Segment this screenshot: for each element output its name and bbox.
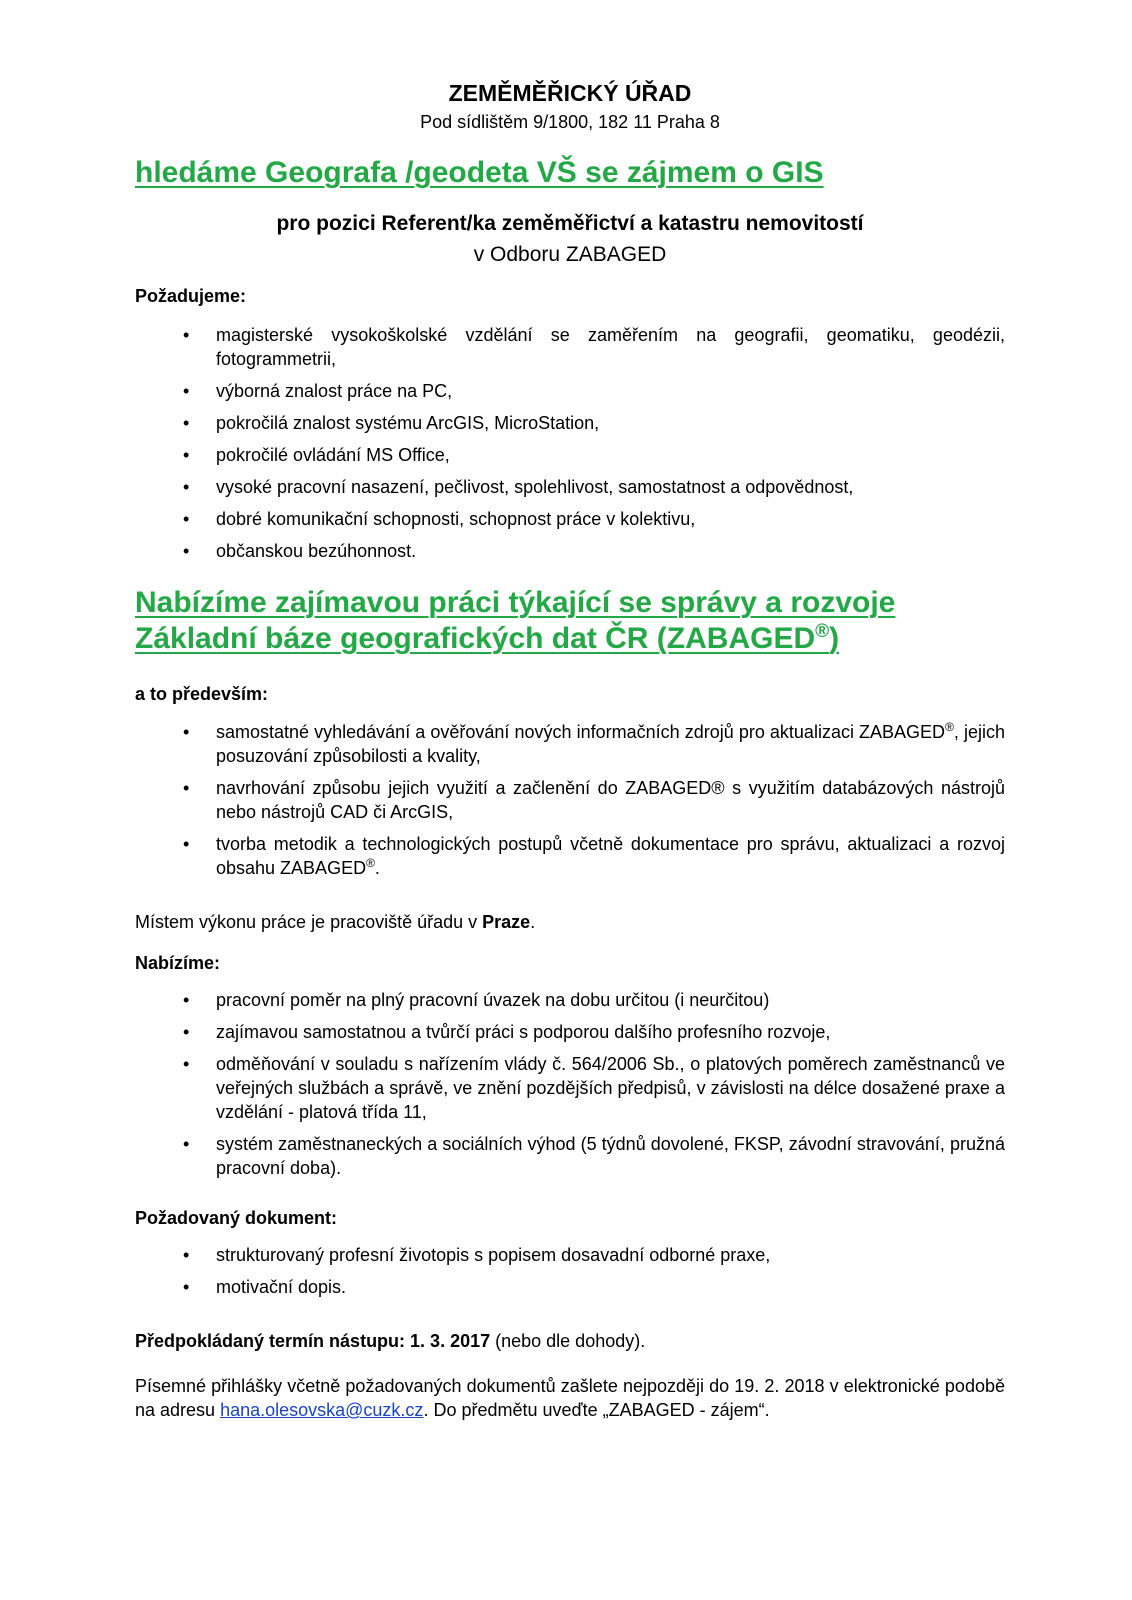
requirement-item: • magisterské vysokoškolské vzdělání se zaměřením na geografii, geomatiku, geodézii, fotogrammetrii, <box>135 323 1005 371</box>
registered-mark: ® <box>815 621 830 642</box>
offer-list <box>135 988 1005 1188</box>
duty-item: • tvorba metodik a technologických postupů včetně dokumentace pro správu, aktualizaci a rozvoj obsahu ZABAGED®. <box>135 832 1005 880</box>
offer-item: • systém zaměstnaneckých a sociálních výhod (5 týdnů dovolené, FKSP, závodní stravování, pružná pracovní doba). <box>135 1132 1005 1180</box>
requirements-list <box>135 323 1005 571</box>
headline-offer-line2: Základní báze geografických dat ČR (ZABAGED®) <box>135 621 840 655</box>
requirement-item: • pokročilé ovládání MS Office, <box>135 443 1005 467</box>
requirement-item: • občanskou bezúhonnost. <box>135 539 1005 563</box>
documents-list <box>135 1243 1005 1307</box>
duty-item: • samostatné vyhledávání a ověřování nových informačních zdrojů pro aktualizaci ZABAGED®, jejich posuzování způsobilosti a kvality, <box>135 720 1005 768</box>
document-item: • motivační dopis. <box>135 1275 1005 1299</box>
department-name: v Odboru ZABAGED <box>473 243 667 266</box>
offer-item: • zajímavou samostatnou a tvůrčí práci s podporou dalšího profesního rozvoje, <box>135 1020 1005 1044</box>
workplace-city: Praze <box>482 912 531 932</box>
duties-list <box>135 720 1005 888</box>
organization-address: Pod sídlištěm 9/1800, 182 11 Praha 8 <box>420 112 720 132</box>
requirement-item: • výborná znalost práce na PC, <box>135 379 1005 403</box>
requirements-label: Požadujeme: <box>135 286 247 306</box>
start-date: Předpokládaný termín nástupu: 1. 3. 2017 (nebo dle dohody). <box>135 1331 646 1351</box>
workplace-text: Místem výkonu práce je pracoviště úřadu v Praze. <box>135 912 536 932</box>
headline-offer <box>135 585 1015 657</box>
organization-name: ZEMĚMĚŘICKÝ ÚŘAD <box>448 80 692 106</box>
requirement-item: • dobré komunikační schopnosti, schopnost práce v kolektivu, <box>135 507 1005 531</box>
headline-offer-line1: Nabízíme zajímavou práci týkající se správy a rozvoje <box>135 586 896 619</box>
application-instructions: Písemné přihlášky včetně požadovaných dokumentů zašlete nejpozději do 19. 2. 2018 v elektronické podobě na adresu hana.olesovska@cuzk.cz. Do předmětu uveďte „ZABAGED - zájem“. <box>135 1376 1005 1420</box>
duty-item: • navrhování způsobu jejich využití a začlenění do ZABAGED® s využitím databázových nástrojů nebo nástrojů CAD či ArcGIS, <box>135 776 1005 824</box>
offer-label: Nabízíme: <box>135 953 221 973</box>
document-item: • strukturovaný profesní životopis s popisem dosavadní odborné praxe, <box>135 1243 1005 1267</box>
start-date-label: Předpokládaný termín nástupu: 1. 3. 2017 <box>135 1331 491 1351</box>
duties-label: a to především: <box>135 684 269 704</box>
offer-item: • pracovní poměr na plný pracovní úvazek na dobu určitou (i neurčitou) <box>135 988 1005 1012</box>
position-title: pro pozici Referent/ka zeměměřictví a katastru nemovitostí <box>276 212 864 235</box>
requirement-item: • vysoké pracovní nasazení, pečlivost, spolehlivost, samostatnost a odpovědnost, <box>135 475 1005 499</box>
documents-label: Požadovaný dokument: <box>135 1208 338 1228</box>
headline-job-search: hledáme Geografa /geodeta VŠ se zájmem o GIS <box>135 156 824 189</box>
email-link[interactable]: hana.olesovska@cuzk.cz <box>220 1400 424 1420</box>
offer-item: • odměňování v souladu s nařízením vlády č. 564/2006 Sb., o platových poměrech zaměstnanců ve veřejných službách a správě, ve znění pozdějších předpisů, v závislosti na délce dosažené praxe a vzdělání - platová třída 11, <box>135 1052 1005 1124</box>
requirement-item: • pokročilá znalost systému ArcGIS, MicroStation, <box>135 411 1005 435</box>
